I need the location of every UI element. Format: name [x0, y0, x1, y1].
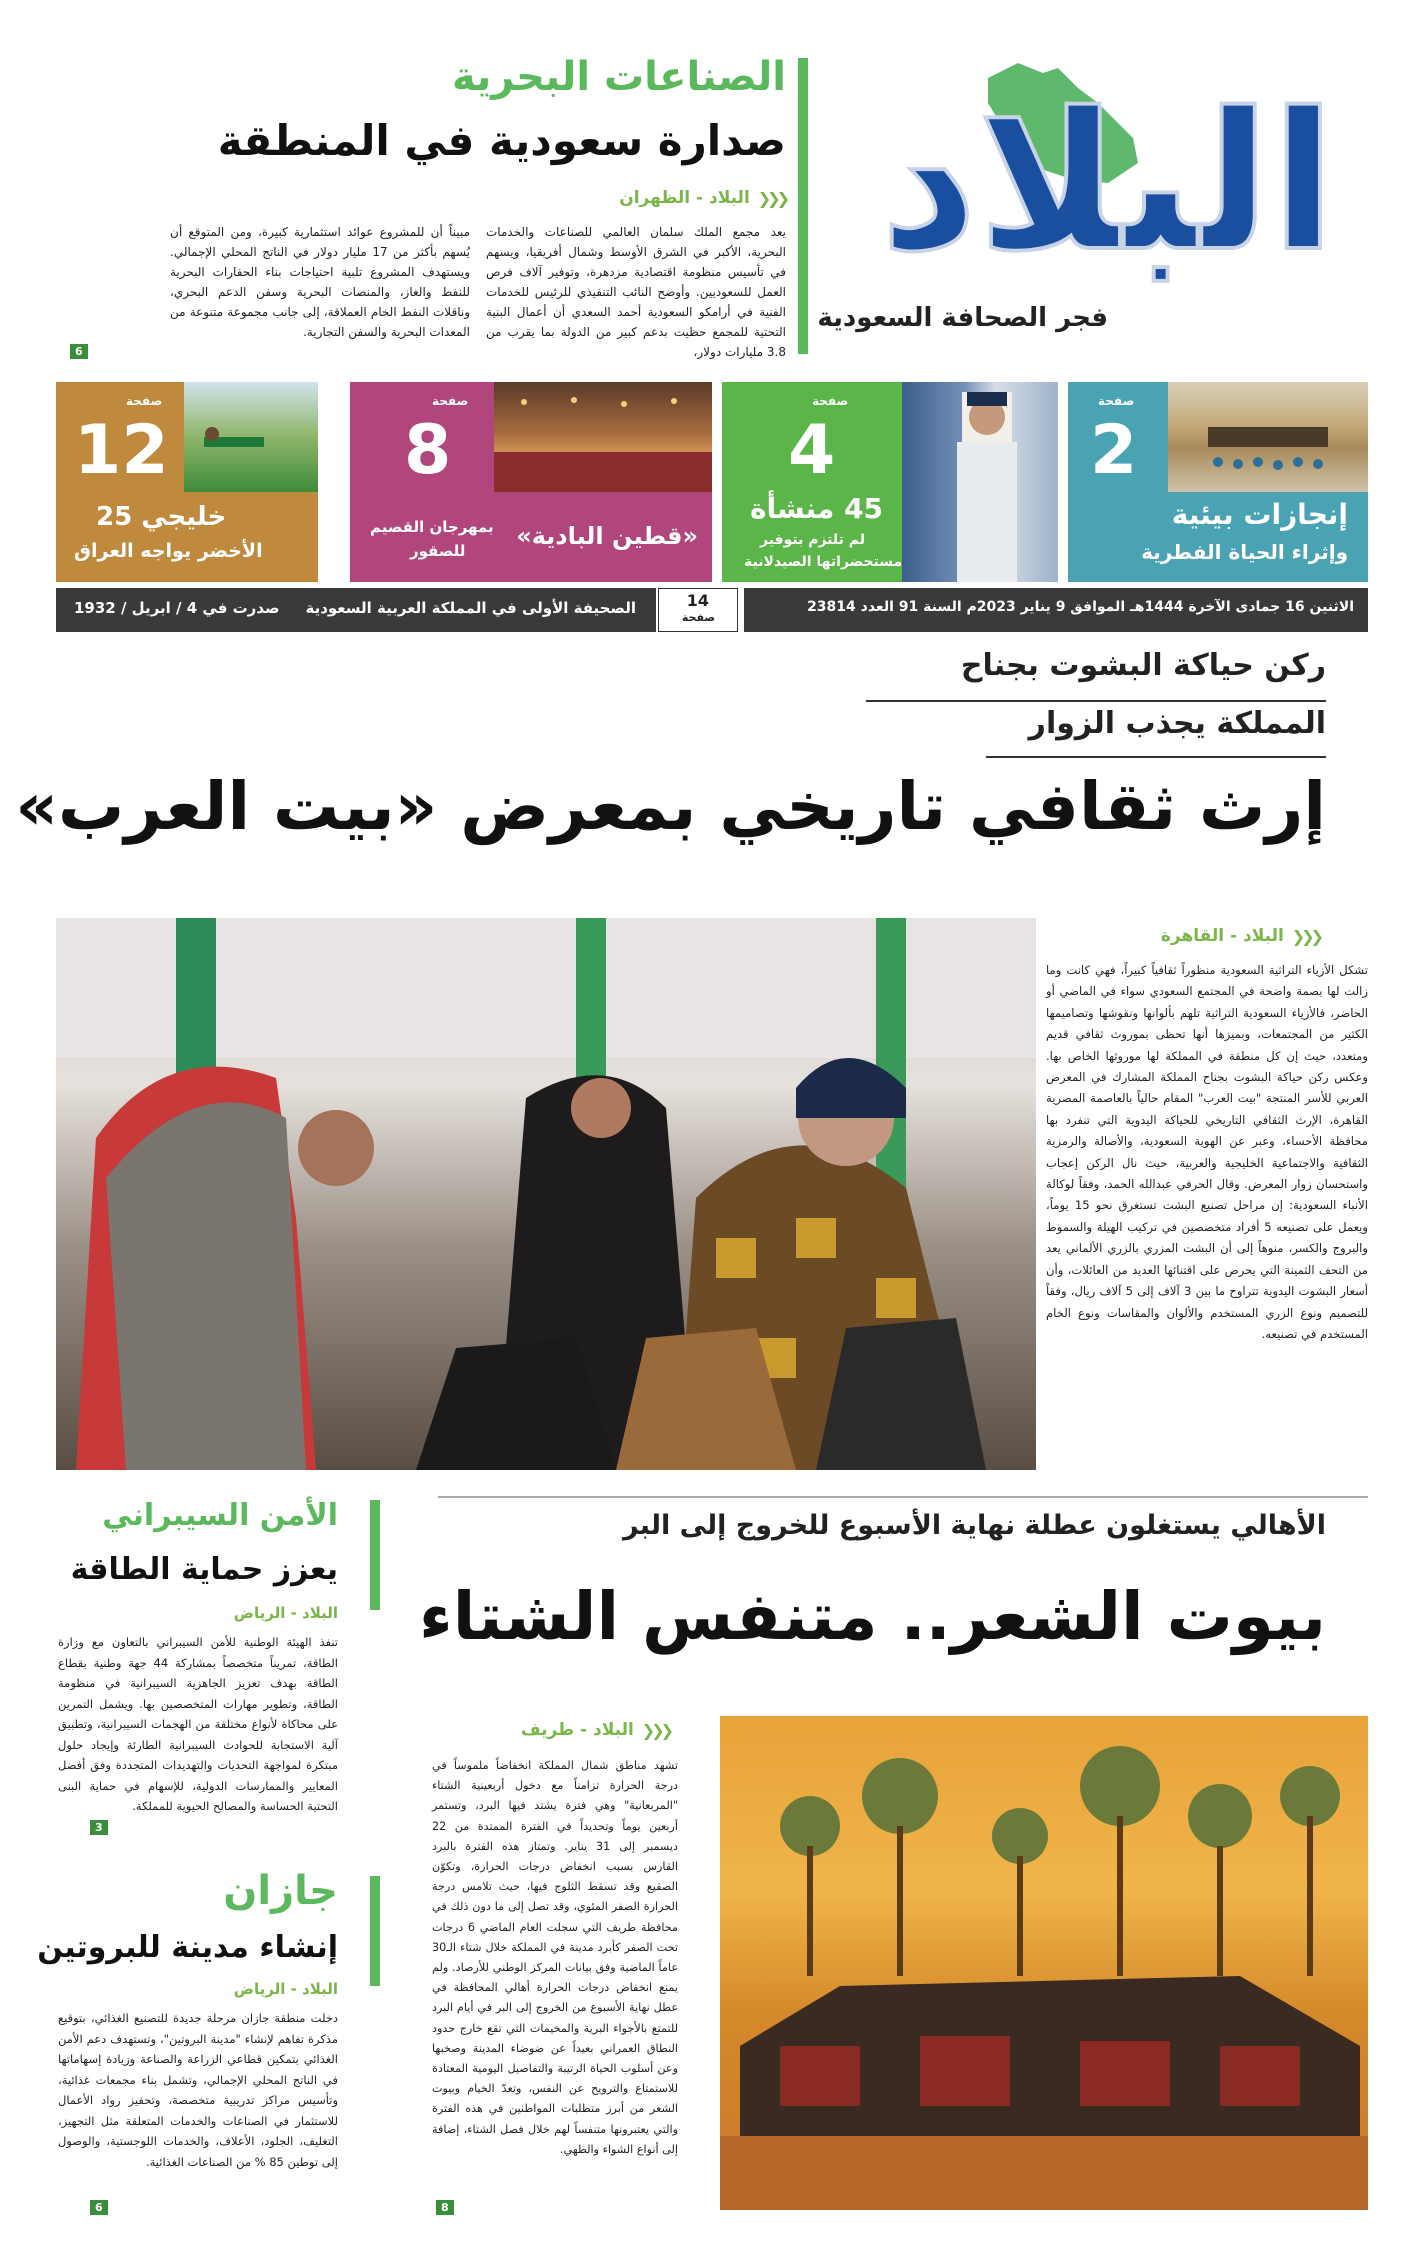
logo[interactable]: البلاد: [880, 72, 1336, 293]
top-story-accent-bar: [798, 58, 808, 354]
teaser-falcons-title: «قطين البادية»: [516, 522, 698, 550]
teaser-env[interactable]: [1068, 382, 1368, 582]
teaser-env-photo: [1168, 382, 1368, 492]
lead-kicker-line1: ركن حياكة البشوت بجناح: [960, 648, 1326, 683]
jazan-kicker: جازان: [223, 1868, 338, 1914]
teaser-gulf-cup-page-label: صفحة: [126, 394, 163, 408]
teaser-falcons-page-num: 8: [404, 411, 452, 490]
info-strip-date: الاثنين 16 جمادى الآخرة 1444هـ الموافق 9 يناير 2023م السنة 91 العدد 23814: [744, 588, 1368, 632]
winter-kicker: الأهالي يستغلون عطلة نهاية الأسبوع للخروج إلى البر: [623, 1510, 1326, 1541]
lead-dateline: ❮❮❮ البلاد - القاهرة: [1160, 926, 1320, 946]
teaser-falcons-photo: [494, 382, 712, 492]
lead-kicker-line2: المملكة يجذب الزوار: [1028, 706, 1326, 741]
teaser-gulf-cup[interactable]: [56, 382, 318, 582]
teaser-gulf-cup-sub: الأخضر يواجه العراق: [74, 540, 263, 562]
chevrons-icon: ❮❮❮: [1291, 926, 1320, 946]
winter-dateline: ❮❮❮ البلاد - طريف: [520, 1720, 670, 1740]
teaser-env-sub: وإثراء الحياة الفطرية: [1141, 540, 1348, 564]
cyber-page-num[interactable]: 3: [90, 1820, 108, 1835]
cyber-kicker: الأمن السيبراني: [102, 1498, 338, 1533]
jazan-body: دخلت منطقة جازان مرحلة جديدة للتصنيع الغذائي، بتوقيع مذكرة تفاهم لإنشاء "مدينة البروتين"، وتستهدف دعم الأمن الغذائي بتمكين قطاعي الزراعة والصناعة وزيادة إسهاماتها في الناتج المحلي الإجمالي، وتشمل بناء مجمعات غذائية، وتأسيس مراكز تدريبية متخصصة، وتحفيز رواد الأعمال للاستثمار في الصناعات والخدمات المتعلقة مثل التجهيز، التغليف، الجلود، الأعلاف، والخدمات اللوجستية، والوصول إلى توطين 85 % من الصناعات الغذائية.: [58, 2011, 338, 2169]
teaser-env-page-num: 2: [1090, 411, 1138, 490]
winter-headline: بيوت الشعر.. متنفس الشتاء: [419, 1578, 1326, 1655]
teaser-pharma-sub: لم تلتزم بتوفير: [760, 532, 865, 548]
teaser-pharma-photo: [902, 382, 1058, 582]
winter-page-num[interactable]: 8: [436, 2200, 454, 2215]
top-story-page-num[interactable]: 6: [70, 344, 88, 359]
teaser-gulf-cup-photo: [184, 382, 318, 492]
teaser-gulf-cup-page-num: 12: [74, 411, 169, 490]
jazan-dateline: البلاد - الرياض: [233, 1980, 338, 1998]
teaser-pharma-page-num: 4: [788, 411, 836, 490]
chevrons-icon: ❮❮❮: [757, 188, 786, 208]
top-story-col1: يعد مجمع الملك سلمان العالمي للصناعات والخدمات البحرية، الأكبر في الشرق الأوسط وشمال أفريقيا، ويسهم في تأسيس منظومة اقتصادية مزدهرة، وتوفير آلاف فرص العمل للسعوديين. وأوضح النائب التنفيذي للرئيس للخدمات الفنية في أرامكو السعودية أحمد السعدي أن أعمال البنية التحتية للمجمع حظيت بدعم كبير من الدولة بما يقرب من 3.8 مليارات دولار،: [486, 225, 786, 359]
teaser-pharma-title: 45 منشأة: [750, 492, 884, 525]
lead-body: تشكل الأزياء التراثية السعودية منظوراً ثقافياً كبيراً، فهي كانت وما زالت لها بصمة واضحة في المجتمع السعودي سواء في الماضي أو الحاضر، فالأزياء السعودية التراثية تلهم بألوانها ونقوشها وتصاميمها الكثير من المجتمعات، وبميزها أنها تحظى بموروث ثقافي قديم ومتعدد، حيث إن كل منطقة في المملكة لها موروثها الخاص بها. وعكس ركن حياكة البشوت بجناح المملكة المشارك في المعرض العربي للأسر المنتجة "بيت العرب" المقام حالياً بالعاصمة المصرية القاهرة، الإرث الثقافي التاريخي للحياكة اليدوية التي تنفرد بها محافظة الأحساء، وعبر عن الهوية السعودية، والأصالة والرمزية الثقافية والاجتماعية الخليجية والعربية، حيث نال الركن إعجاب واستحسان زوار المعرض. وقال الحرفي عبدالله الحمد، وفقاً لوكالة الأنباء السعودية: إن مراحل تصنيع البشت تستغرق نحو 15 يوماً، ويعمل على تصنيعه 5 أفراد متخصصين في تركيب الهيلة والسموط والبروج والكسر، منوهاً إلى أن البشت المزري بالزري الألماني يعد من التحف الثمينة التي يحرص على اقتنائها العديد من العائلات، وأن أسعار البشوت اليدوية تتراوح ما بين 3 آلاف إلى 5 آلاف ريال، وفقاً للتصميم ونوع الزري المستخدم والألوان والمقاسات ونوع الخام المستخدم في تصنيعه.: [1046, 963, 1368, 1341]
teaser-env-title: إنجازات بيئية: [1171, 498, 1348, 531]
teaser-env-page-label: صفحة: [1098, 394, 1135, 408]
info-strip-slogan: الصحيفة الأولى في المملكة العربية السعودية صدرت في 4 / ابريل / 1932: [56, 588, 656, 632]
teaser-pharma[interactable]: [722, 382, 1058, 582]
cyber-headline: يعزز حماية الطاقة: [70, 1552, 338, 1587]
teaser-falcons-page-label: صفحة: [432, 394, 469, 408]
cyber-accent-bar: [370, 1500, 380, 1610]
masthead: [817, 58, 1368, 358]
cyber-body: تنفذ الهيئة الوطنية للأمن السيبراني بالتعاون مع وزارة الطاقة، تمريناً متخصصاً بمشاركة 44 جهة وطنية بقطاع الطاقة بهدف تعزيز الجاهزية السيبرانية في منظومة الطاقة، وتطوير مهارات المتخصصين بها. ويشمل التمرين على محاكاة لأنواع مختلفة من الهجمات السيبرانية، وتطبيق آلية الاستجابة للحوادث السيبرانية الطارئة وإيجاد حلول مبتكرة لمواجهة التحديات والتهديدات المتجددة وفق أفضل المعايير والممارسات الدولية، للإسهام في حماية البنى التحتية الحساسة والمصالح الحيوية للمملكة.: [58, 1635, 338, 1813]
lead-photo: [56, 918, 1036, 1470]
jazan-page-num[interactable]: 6: [90, 2200, 108, 2215]
tagline: فجر الصحافة السعودية: [817, 303, 1108, 333]
top-story-kicker: الصناعات البحرية: [451, 54, 786, 100]
lead-headline: إرث ثقافي تاريخي بمعرض «بيت العرب»: [15, 768, 1326, 845]
top-story-col2: مبيناً أن للمشروع عوائد استثمارية كبيرة، ومن المتوقع أن يُسهم بأكثر من 17 مليار دولار في الناتج المحلي الإجمالي. ويستهدف المشروع تلبية احتياجات بناء الحفارات البحرية للنفط والغاز، والمنصات البحرية وسفن الدعم البحري، وناقلات النفط الخام العملاقة، إلى جانب مجموعة متنوعة من المعدات البحرية والسفن التجارية.: [170, 225, 470, 339]
jazan-headline: إنشاء مدينة للبروتين: [37, 1930, 338, 1965]
teaser-pharma-sub2: مستحضراتها الصيدلانية: [744, 554, 903, 570]
chevrons-icon: ❮❮❮: [641, 1720, 670, 1740]
lead-kicker-rule1: [866, 700, 1326, 702]
top-story-dateline: ❮❮❮ البلاد - الظهران: [619, 188, 786, 208]
teaser-falcons-sub2: للصقور: [410, 542, 466, 560]
info-strip-pages: 14 صفحة: [658, 588, 738, 632]
lead-kicker-rule2: [986, 756, 1326, 758]
jazan-accent-bar: [370, 1876, 380, 1986]
winter-photo: [720, 1716, 1368, 2210]
teaser-falcons-sub: بمهرجان القصيم: [370, 518, 494, 536]
cyber-dateline: البلاد - الرياض: [233, 1604, 338, 1622]
winter-divider-line: [438, 1496, 1368, 1498]
teaser-gulf-cup-title: خليجي 25: [96, 502, 227, 532]
teaser-falcons[interactable]: [350, 382, 712, 582]
top-story-headline: صدارة سعودية في المنطقة: [217, 116, 786, 165]
teaser-pharma-page-label: صفحة: [812, 394, 849, 408]
winter-body: تشهد مناطق شمال المملكة انخفاضاً ملموساً في درجة الحرارة تزامناً مع دخول أربعينية الشتاء "المربعانية" وهي فترة يشتد فيها البرد، وتستمر أربعين يوماً وتحديداً في الفترة الممتدة من 22 ديسمبر إلى 31 يناير. وتمتاز هذه الفترة بالبرد القارس بسبب انخفاض درجات الحرارة، وتكوّن الصقيع وقد تسقط الثلوج فيها، حيث تلامس درجة الحرارة الصفر المئوي، وقد تصل إلى ما دون ذلك في محافظة طريف التي سجلت العام الماضي 6 درجات تحت الصفر كأبرد مدينة في المملكة خلال شتاء الـ30 عاماً الماضية وفق بيانات المركز الوطني للأرصاد. ولم يمنع انخفاض درجات الحرارة أهالي المحافظة في عطل نهاية الأسبوع من الخروج إلى البر في أيام البرد للتمتع بالأجواء البرية والمخيمات التي تقع خارج حدود النطاق العمراني بعيداً عن ضوضاء المدينة وصخبها وعن أسلوب الحياة الرتيبة والتفاصيل اليومية المعتادة للاستمتاع والترويح عن النفس، وتعدّ الخيام وبيوت الشعر من أبرز متطلبات المواطنين في هذه الفترة والتي يعتبرونها متنفساً لهم خلال فصل الشتاء، إضافة إلى أنواع الشواء والطهي.: [432, 1759, 679, 2156]
